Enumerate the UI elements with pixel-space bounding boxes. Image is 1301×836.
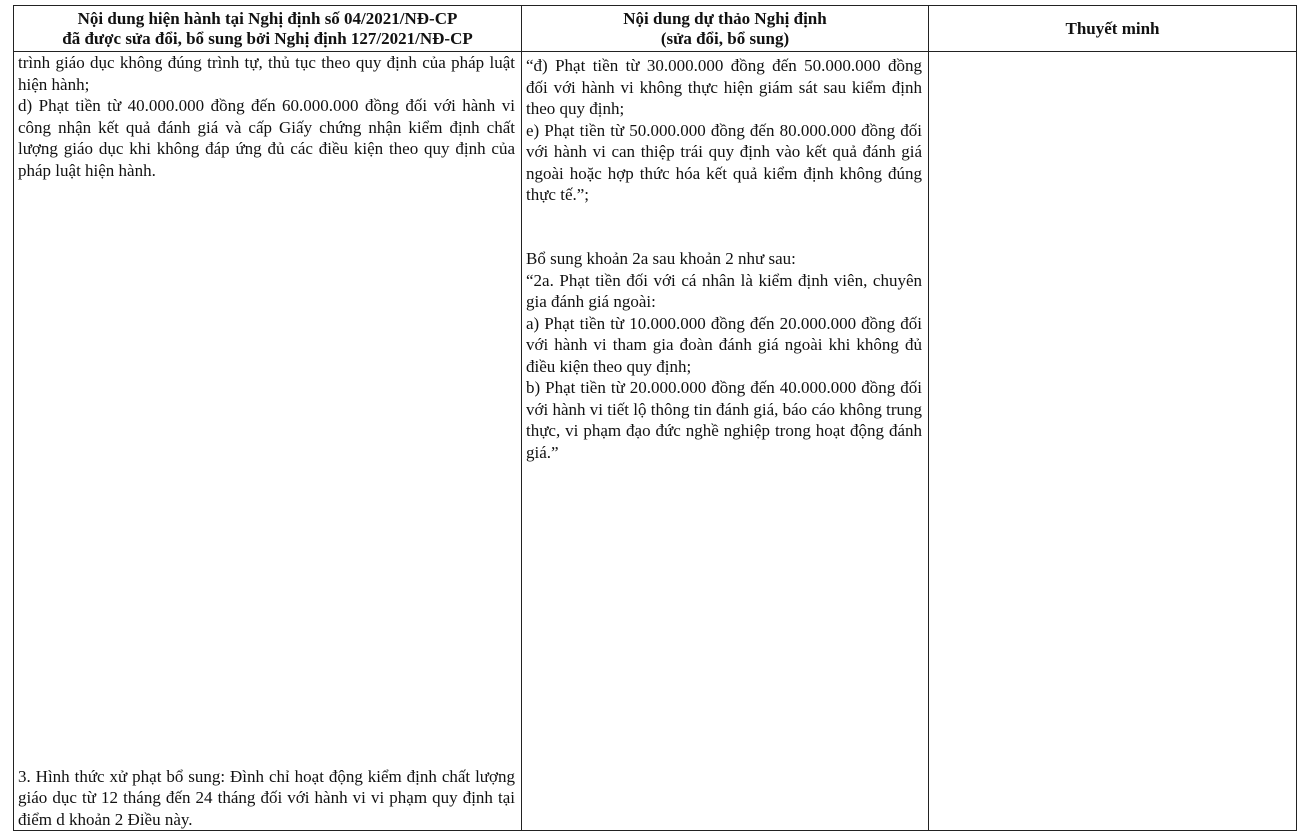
header-draft-content <box>522 6 929 52</box>
comparison-table <box>13 5 1297 831</box>
header-row <box>14 6 1297 52</box>
draft-paragraph-6: b) Phạt tiền từ 20.000.000 đồng đến 40.000.000 đồng đối với hành vi tiết lộ thông tin đánh giá, báo cáo không trung thực, vi phạm đạo đức nghề nghiệp trong hoạt động đánh giá.” <box>526 378 922 462</box>
header-current-line1: Nội dung hiện hành tại Nghị định số 04/2021/NĐ-CP <box>77 9 458 28</box>
explanation-cell <box>929 52 1297 831</box>
header-current-content <box>14 6 522 52</box>
current-content-cell <box>14 52 522 831</box>
header-draft-line2: (sửa đổi, bổ sung) <box>660 29 790 48</box>
draft-paragraph-5: a) Phạt tiền từ 10.000.000 đồng đến 20.000.000 đồng đối với hành vi tham gia đoàn đánh giá ngoài khi không đủ điều kiện theo quy định; <box>526 313 922 376</box>
body-row <box>14 52 1297 831</box>
current-paragraph-1: trình giáo dục không đúng trình tự, thủ tục theo quy định của pháp luật hiện hành; <box>18 53 515 94</box>
current-paragraph-2: d) Phạt tiền từ 40.000.000 đồng đến 60.000.000 đồng đối với hành vi công nhận kết quả đánh giá và cấp Giấy chứng nhận kiểm định chất lượng giáo dục khi không đáp ứng đủ các điều kiện theo quy định của pháp luật hiện hành. <box>18 96 515 180</box>
draft-paragraph-4: “2a. Phạt tiền đối với cá nhân là kiểm định viên, chuyên gia đánh giá ngoài: <box>526 270 922 311</box>
header-draft-line1: Nội dung dự thảo Nghị định <box>623 9 827 28</box>
header-explanation <box>929 6 1297 52</box>
draft-paragraph-2: e) Phạt tiền từ 50.000.000 đồng đến 80.000.000 đồng đối với hành vi can thiệp trái quy định vào kết quả đánh giá ngoài hoặc hợp thức hóa kết quả kiểm định không đúng thực tế.”; <box>526 120 922 204</box>
header-explanation-label: Thuyết minh <box>1065 19 1160 38</box>
draft-paragraph-3: Bổ sung khoản 2a sau khoản 2 như sau: <box>526 249 796 268</box>
header-current-line2: đã được sửa đổi, bổ sung bởi Nghị định 127/2021/NĐ-CP <box>62 29 473 48</box>
draft-paragraph-1: “đ) Phạt tiền từ 30.000.000 đồng đến 50.000.000 đồng đối với hành vi không thực hiện giám sát sau kiểm định theo quy định; <box>526 56 922 118</box>
current-paragraph-3: 3. Hình thức xử phạt bổ sung: Đình chỉ hoạt động kiểm định chất lượng giáo dục từ 12 tháng đến 24 tháng đối với hành vi vi phạm quy định tại điểm d khoản 2 Điều này. <box>18 766 515 829</box>
draft-content-cell <box>522 52 929 831</box>
